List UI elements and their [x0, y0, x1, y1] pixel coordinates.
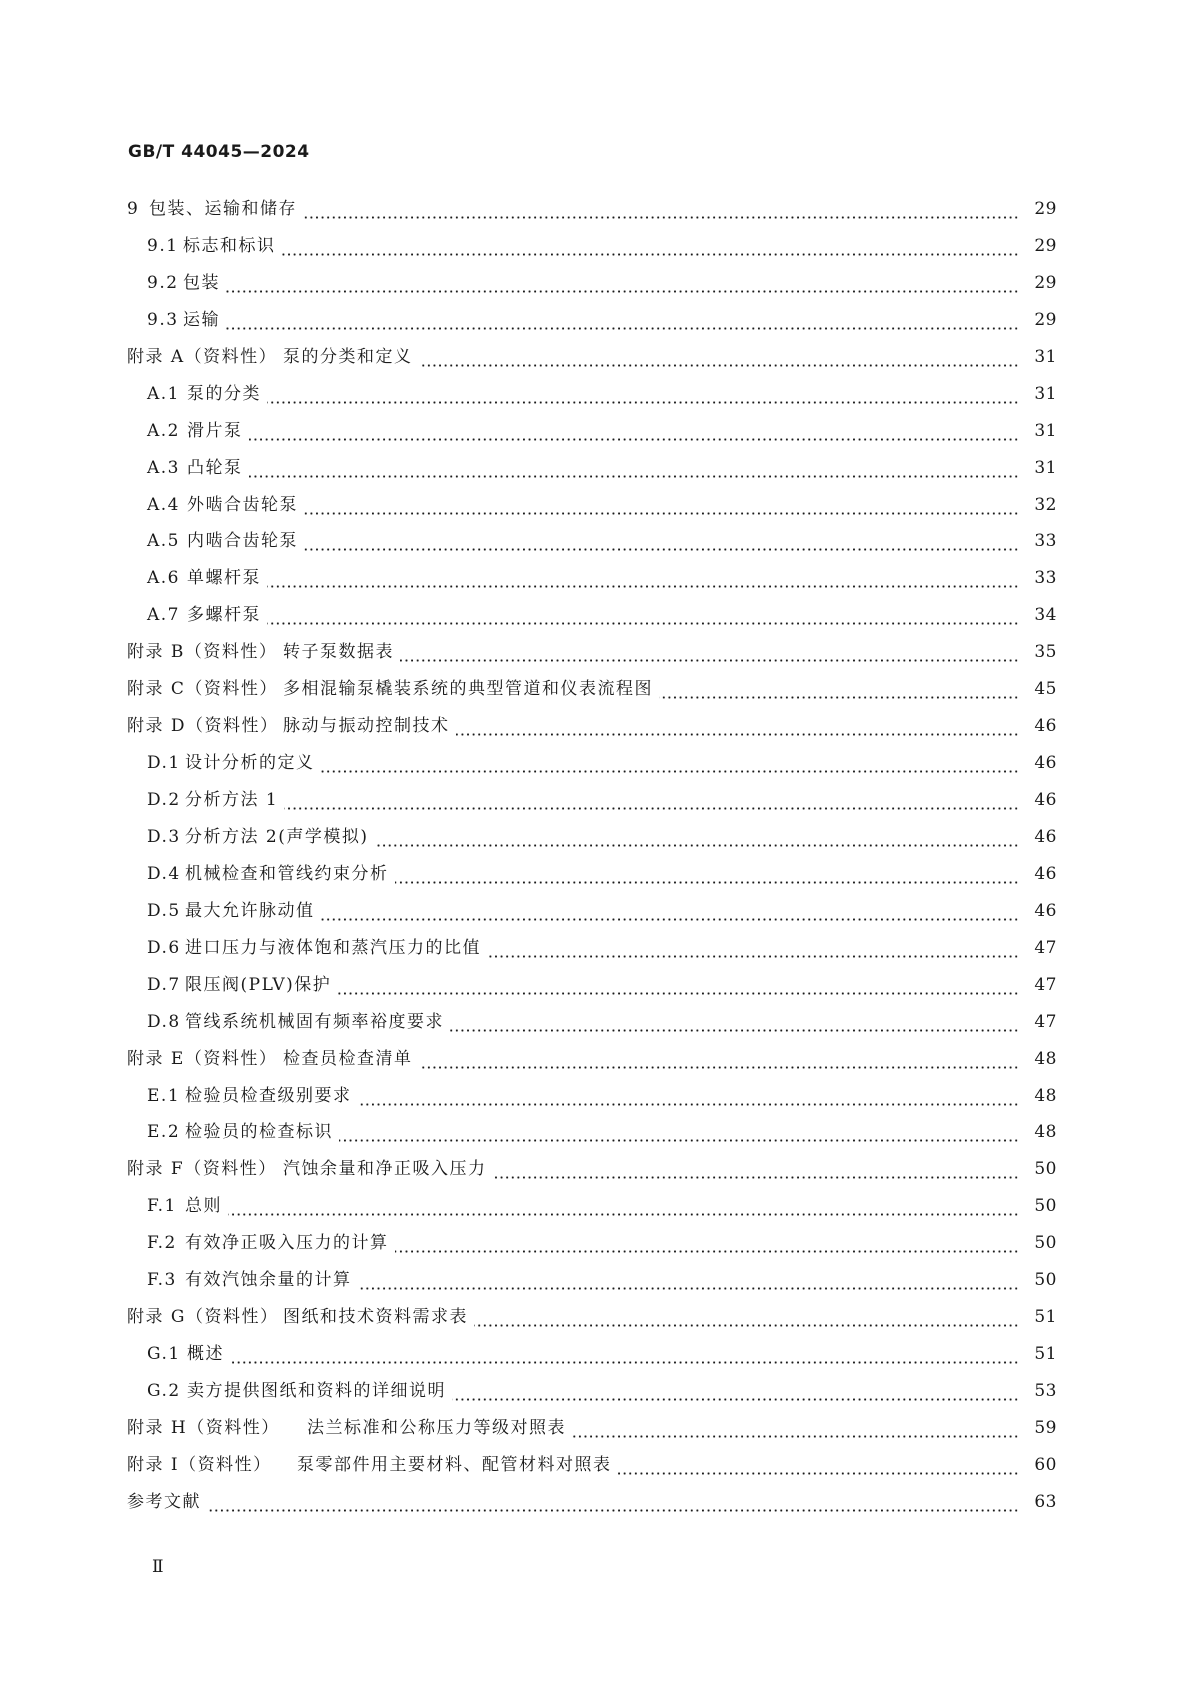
toc-entry-title: 限压阀(PLV)保护	[185, 974, 332, 995]
toc-entry-title: 检验员检查级别要求	[185, 1085, 352, 1106]
toc-entry[interactable]	[127, 819, 1057, 856]
toc-entry-number: 附录 H（资料性）	[127, 1417, 280, 1438]
toc-entry-page: 29	[1034, 272, 1057, 293]
toc-entry[interactable]	[127, 1114, 1057, 1151]
dot-leader	[230, 1361, 1019, 1364]
toc-entry-page: 51	[1034, 1344, 1057, 1365]
toc-entry-page: 48	[1034, 1048, 1057, 1069]
toc-entry[interactable]	[127, 967, 1057, 1004]
dot-leader	[267, 585, 1019, 588]
toc-entry-number: D.5	[147, 900, 181, 921]
dot-leader	[207, 1509, 1019, 1512]
toc-entry-number: 附录 B（资料性）	[127, 642, 278, 663]
toc-entry-number: A.2	[147, 420, 180, 441]
toc-entry-page: 47	[1034, 1011, 1057, 1032]
toc-entry-page: 31	[1034, 383, 1057, 404]
toc-entry-page: 31	[1034, 346, 1057, 367]
toc-entry-title: 图纸和技术资料需求表	[283, 1307, 468, 1328]
toc-entry-number: A.5	[147, 531, 180, 552]
toc-entry-number: E.2	[147, 1122, 181, 1143]
toc-entry-title: 脉动与振动控制技术	[283, 716, 450, 737]
toc-entry-number: 附录 C（资料性）	[127, 679, 278, 700]
toc-entry[interactable]	[127, 523, 1057, 560]
toc-entry-page: 31	[1034, 420, 1057, 441]
toc-entry-title: 泵的分类和定义	[283, 346, 413, 367]
toc-entry[interactable]	[127, 1151, 1057, 1188]
toc-entry-page: 47	[1034, 974, 1057, 995]
toc-entry-title: 标志和标识	[183, 235, 276, 256]
dot-leader	[249, 438, 1019, 441]
dot-leader	[374, 844, 1019, 847]
toc-entry[interactable]	[127, 893, 1057, 930]
toc-entry-number: D.7	[147, 974, 181, 995]
toc-entry[interactable]	[127, 708, 1057, 745]
toc-entry[interactable]	[127, 782, 1057, 819]
toc-entry-page: 31	[1034, 457, 1057, 478]
standard-number: GB/T 44045—2024	[128, 142, 310, 162]
toc-entry-number: D.1	[147, 753, 181, 774]
toc-entry-number: 附录 G（资料性）	[127, 1307, 279, 1328]
toc-entry-number: D.2	[147, 790, 181, 810]
toc-entry-title: 概述	[187, 1344, 224, 1365]
toc-entry-number: F.2	[147, 1233, 177, 1254]
dot-leader	[419, 364, 1019, 367]
dot-leader	[282, 253, 1019, 256]
toc-entry[interactable]	[127, 376, 1057, 413]
toc-entry-number: A.7	[147, 605, 180, 626]
toc-entry[interactable]	[127, 1447, 1057, 1484]
dot-leader	[267, 622, 1019, 625]
toc-entry-title: 包装	[183, 272, 220, 293]
toc-entry-number: 9.1	[147, 235, 179, 256]
toc-entry-number: D.3	[147, 826, 181, 847]
toc-entry[interactable]	[127, 1336, 1057, 1373]
dot-leader	[337, 992, 1019, 995]
toc-entry-title: 设计分析的定义	[185, 753, 315, 774]
toc-entry[interactable]	[127, 413, 1057, 450]
dot-leader	[228, 1213, 1019, 1216]
toc-entry-page: 45	[1034, 679, 1057, 700]
toc-entry-title: 检验员的检查标识	[185, 1122, 333, 1143]
toc-entry[interactable]	[127, 1041, 1057, 1078]
toc-entry[interactable]	[127, 1004, 1057, 1041]
toc-entry-number: G.1	[147, 1344, 181, 1365]
toc-entry-number: 附录 E（资料性）	[127, 1048, 278, 1069]
toc-entry-page: 46	[1034, 716, 1057, 737]
dot-leader	[249, 475, 1019, 478]
toc-entry[interactable]	[127, 1262, 1057, 1299]
toc-entry[interactable]	[127, 1078, 1057, 1115]
toc-entry[interactable]	[127, 1299, 1057, 1336]
toc-entry-title: 包装、运输和储存	[149, 199, 297, 219]
toc-entry-title: 进口压力与液体饱和蒸汽压力的比值	[185, 937, 481, 958]
toc-entry[interactable]	[127, 1225, 1057, 1262]
dot-leader	[267, 401, 1019, 404]
dot-leader	[419, 1066, 1019, 1069]
toc-entry-title: 有效净正吸入压力的计算	[185, 1233, 389, 1254]
dot-leader	[400, 659, 1019, 662]
toc-entry[interactable]	[127, 1484, 1057, 1521]
toc-entry-number: E.1	[147, 1085, 181, 1106]
toc-entry[interactable]	[127, 191, 1057, 228]
toc-entry-number: 附录 F（资料性）	[127, 1159, 277, 1180]
dot-leader	[321, 770, 1019, 773]
toc-entry-title: 法兰标准和公称压力等级对照表	[307, 1417, 566, 1438]
toc-entry-title: 泵的分类	[187, 383, 261, 404]
toc-entry-page: 35	[1034, 642, 1057, 663]
toc-entry-title: 检查员检查清单	[283, 1048, 413, 1069]
dot-leader	[452, 1398, 1019, 1401]
toc-entry[interactable]	[127, 302, 1057, 339]
toc-entry-title: 内啮合齿轮泵	[187, 531, 298, 552]
dot-leader	[450, 1029, 1019, 1032]
toc-entry-title: 汽蚀余量和净正吸入压力	[283, 1159, 487, 1180]
toc-entry-page: 47	[1034, 937, 1057, 958]
toc-entry-page: 33	[1034, 531, 1057, 552]
toc-entry[interactable]	[127, 265, 1057, 302]
toc-entry-page: 59	[1034, 1417, 1057, 1438]
toc-entry-page: 46	[1034, 826, 1057, 847]
dot-leader	[321, 918, 1019, 921]
dot-leader	[618, 1472, 1019, 1475]
dot-leader	[284, 807, 1019, 810]
toc-entry-number: A.4	[147, 494, 180, 515]
toc-entry-page: 29	[1034, 235, 1057, 256]
toc-entry-page: 48	[1034, 1085, 1057, 1106]
toc-entry-number: 附录 D（资料性）	[127, 716, 279, 737]
dot-leader	[226, 290, 1019, 293]
toc-entry-page: 50	[1034, 1196, 1057, 1217]
toc-entry-title: 最大允许脉动值	[185, 900, 315, 921]
toc-entry-title: 分析方法 2(声学模拟)	[185, 826, 369, 847]
toc-entry-page: 63	[1034, 1491, 1057, 1512]
toc-entry-title: 外啮合齿轮泵	[187, 494, 298, 515]
toc-entry-page: 50	[1034, 1270, 1057, 1291]
toc-entry-number: G.2	[147, 1381, 181, 1401]
toc-entry-title: 单螺杆泵	[187, 568, 261, 589]
toc-entry[interactable]	[127, 560, 1057, 597]
toc-entry-page: 46	[1034, 753, 1057, 774]
toc-entry-number: 附录 I（资料性）	[127, 1454, 272, 1475]
toc-entry-title: 多螺杆泵	[187, 605, 261, 626]
toc-entry-page: 48	[1034, 1122, 1057, 1143]
toc-entry-title: 机械检查和管线约束分析	[185, 863, 389, 884]
toc-entry[interactable]	[127, 930, 1057, 967]
toc-entry-page: 34	[1034, 605, 1057, 626]
toc-entry[interactable]	[127, 228, 1057, 265]
dot-leader	[474, 1324, 1019, 1327]
dot-leader	[493, 1176, 1019, 1179]
toc-entry-page: 50	[1034, 1159, 1057, 1180]
toc-entry[interactable]	[127, 1188, 1057, 1225]
toc-entry-number: D.4	[147, 863, 181, 884]
toc-entry-title: 卖方提供图纸和资料的详细说明	[187, 1381, 446, 1401]
toc-entry-title: 参考文献	[127, 1491, 201, 1512]
dot-leader	[303, 216, 1019, 219]
toc-entry-title: 凸轮泵	[187, 457, 243, 478]
toc-entry-page: 29	[1034, 199, 1057, 219]
toc-entry-page: 46	[1034, 863, 1057, 884]
toc-entry-number: D.8	[147, 1011, 181, 1032]
toc-entry-page: 32	[1034, 494, 1057, 515]
toc-entry-page: 50	[1034, 1233, 1057, 1254]
toc-entry-number: 9	[127, 199, 140, 219]
toc-entry-number: F.1	[147, 1196, 177, 1217]
toc-entry[interactable]	[127, 597, 1057, 634]
toc-entry-page: 33	[1034, 568, 1057, 589]
toc-entry[interactable]	[127, 1373, 1057, 1410]
dot-leader	[358, 1287, 1019, 1290]
toc-entry[interactable]	[127, 1410, 1057, 1447]
toc-entry[interactable]	[127, 450, 1057, 487]
toc-entry-number: 9.3	[147, 309, 179, 330]
toc-entry-number: D.6	[147, 937, 181, 958]
table-of-contents	[127, 191, 1057, 1521]
dot-leader	[226, 327, 1019, 330]
toc-entry-page: 60	[1034, 1454, 1057, 1475]
dot-leader	[304, 512, 1019, 515]
toc-entry-page: 53	[1034, 1381, 1057, 1401]
toc-entry[interactable]	[127, 487, 1057, 524]
toc-entry-number: A.3	[147, 457, 180, 478]
toc-entry-title: 多相混输泵橇装系统的典型管道和仪表流程图	[283, 679, 653, 700]
dot-leader	[456, 733, 1019, 736]
toc-entry-title: 滑片泵	[187, 420, 243, 441]
toc-entry-page: 51	[1034, 1307, 1057, 1328]
toc-entry-title: 总则	[185, 1196, 222, 1217]
dot-leader	[395, 1250, 1019, 1253]
dot-leader	[487, 955, 1019, 958]
dot-leader	[304, 548, 1019, 551]
toc-entry-title: 运输	[183, 309, 220, 330]
toc-entry-title: 泵零部件用主要材料、配管材料对照表	[297, 1454, 612, 1475]
page-number: Ⅱ	[152, 1557, 165, 1577]
toc-entry[interactable]	[127, 856, 1057, 893]
toc-entry-page: 46	[1034, 900, 1057, 921]
toc-entry-title: 分析方法 1	[185, 790, 279, 810]
toc-entry[interactable]	[127, 339, 1057, 376]
toc-entry-title: 有效汽蚀余量的计算	[185, 1270, 352, 1291]
toc-entry-title: 转子泵数据表	[283, 642, 394, 663]
toc-entry-page: 29	[1034, 309, 1057, 330]
toc-entry-page: 46	[1034, 790, 1057, 810]
toc-entry-title: 管线系统机械固有频率裕度要求	[185, 1011, 444, 1032]
dot-leader	[572, 1435, 1019, 1438]
toc-entry[interactable]	[127, 634, 1057, 671]
toc-entry[interactable]	[127, 745, 1057, 782]
dot-leader	[358, 1103, 1019, 1106]
dot-leader	[395, 881, 1019, 884]
toc-entry-number: A.6	[147, 568, 180, 589]
toc-entry-number: F.3	[147, 1270, 177, 1291]
toc-entry[interactable]	[127, 671, 1057, 708]
toc-entry-number: 9.2	[147, 272, 179, 293]
toc-entry-number: 附录 A（资料性）	[127, 346, 278, 367]
toc-entry-number: A.1	[147, 383, 180, 404]
dot-leader	[659, 696, 1019, 699]
dot-leader	[339, 1139, 1019, 1142]
